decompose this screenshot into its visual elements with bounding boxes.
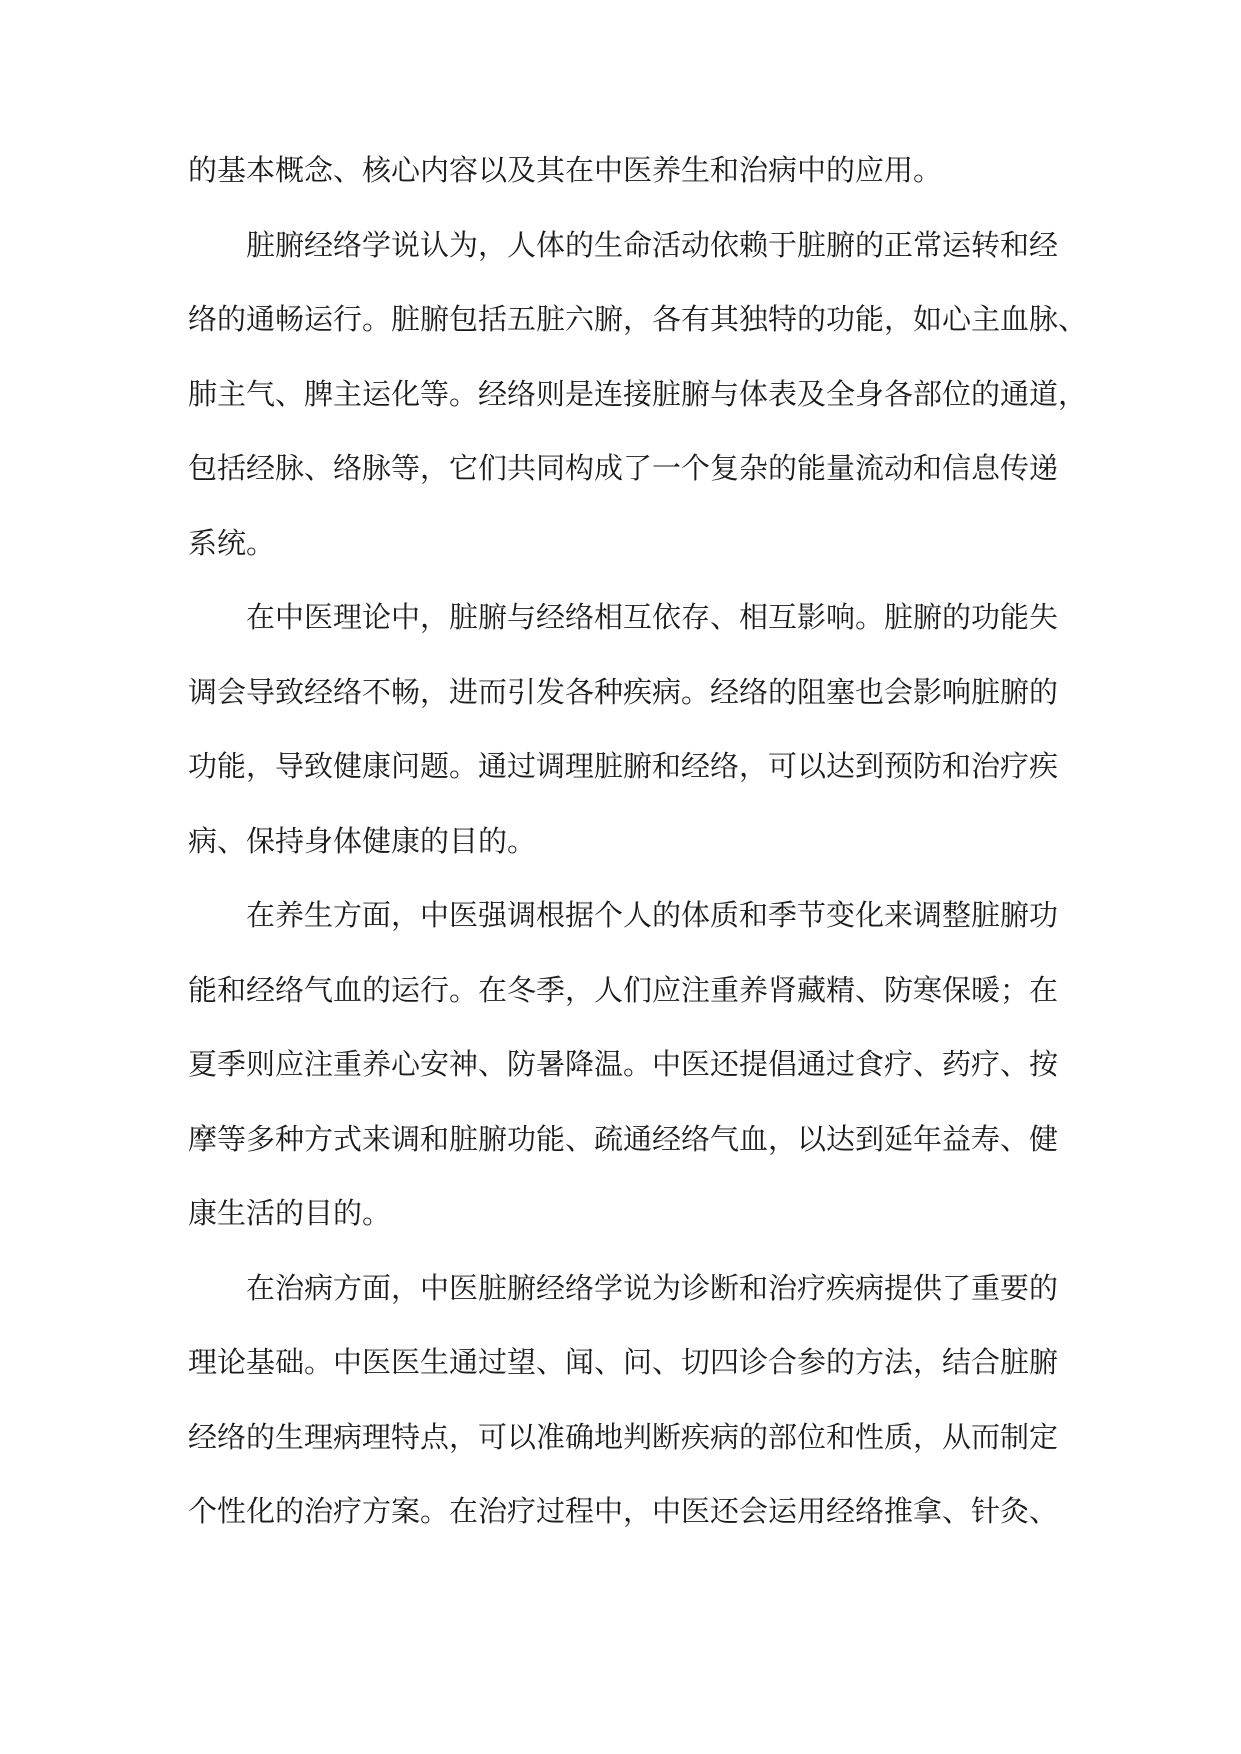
text-line: 包括经脉、络脉等，它们共同构成了一个复杂的能量流动和信息传递 xyxy=(188,451,1059,485)
text-line: 的基本概念、核心内容以及其在中医养生和治病中的应用。 xyxy=(188,153,943,187)
text-line: 摩等多种方式来调和脏腑功能、疏通经络气血，以达到延年益寿、健 xyxy=(188,1121,1059,1156)
text-line: 康生活的目的。 xyxy=(188,1196,392,1230)
text-line: 能和经络气血的运行。在冬季，人们应注重养肾藏精、防寒保暖；在 xyxy=(188,972,1059,1007)
paragraph-first-line: 脏腑经络学说认为，人体的生命活动依赖于脏腑的正常运转和经 xyxy=(246,227,1059,262)
text-line: 络的通畅运行。脏腑包括五脏六腑，各有其独特的功能，如心主血脉、 xyxy=(188,302,1088,336)
text-line: 肺主气、脾主运化等。经络则是连接脏腑与体表及全身各部位的通道， xyxy=(188,376,1088,411)
text-line: 病、保持身体健康的目的。 xyxy=(188,823,537,858)
text-line: 个性化的治疗方案。在治疗过程中，中医还会运用经络推拿、针灸、 xyxy=(188,1494,1059,1528)
text-line: 系统。 xyxy=(188,525,276,560)
text-line: 夏季则应注重养心安神、防暑降温。中医还提倡通过食疗、药疗、按 xyxy=(188,1047,1059,1081)
text-line: 经络的生理病理特点，可以准确地判断疾病的部位和性质，从而制定 xyxy=(188,1419,1059,1454)
body-text xyxy=(188,140,1088,1556)
text-line: 调会导致经络不畅，进而引发各种疾病。经络的阻塞也会影响脏腑的 xyxy=(188,674,1059,709)
paragraph-first-line: 在养生方面，中医强调根据个人的体质和季节变化来调整脏腑功 xyxy=(246,898,1059,932)
text-line: 功能，导致健康问题。通过调理脏腑和经络，可以达到预防和治疗疾 xyxy=(188,749,1059,783)
text-line: 理论基础。中医医生通过望、闻、问、切四诊合参的方法，结合脏腑 xyxy=(188,1345,1059,1379)
paragraph-first-line: 在治病方面，中医脏腑经络学说为诊断和治疗疾病提供了重要的 xyxy=(246,1270,1059,1305)
paragraph-first-line: 在中医理论中，脏腑与经络相互依存、相互影响。脏腑的功能失 xyxy=(246,600,1059,634)
